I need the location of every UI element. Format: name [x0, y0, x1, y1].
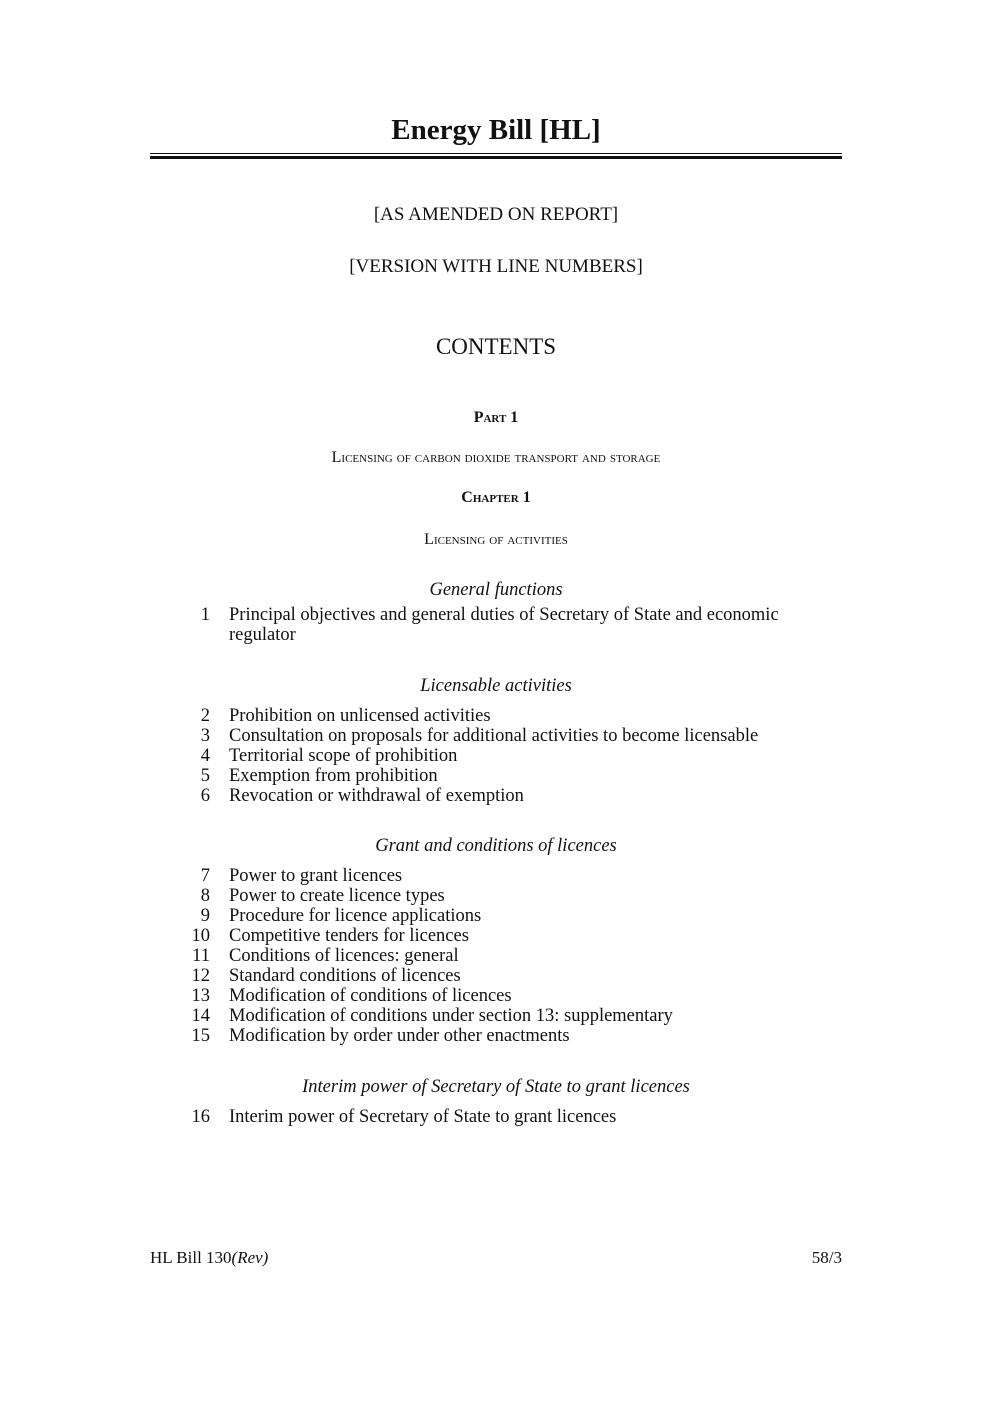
- entry-number: 16: [191, 1107, 210, 1127]
- entry-number: 3: [200, 726, 210, 746]
- entry-number: 15: [191, 1026, 210, 1046]
- entry-title: Modification of conditions under section 13: supplementary: [229, 1006, 673, 1026]
- entry-number: 7: [200, 866, 210, 886]
- title-rule-thin: [150, 153, 842, 154]
- entry-title: Revocation or withdrawal of exemption: [229, 786, 524, 806]
- entry-title: Consultation on proposals for additional activities to become licensable: [229, 726, 759, 746]
- entry-number: 1: [200, 605, 210, 625]
- chapter-title: Licensing of activities: [424, 531, 568, 548]
- entry-number: 12: [191, 966, 210, 986]
- entry-number: 4: [200, 746, 210, 766]
- entry-number: 2: [200, 706, 210, 726]
- entry-title: Territorial scope of prohibition: [229, 746, 458, 766]
- entry-title: Conditions of licences: general: [229, 946, 459, 966]
- entry-title: Power to create licence types: [229, 886, 445, 906]
- entry-title: Prohibition on unlicensed activities: [229, 706, 491, 726]
- entry-number: 9: [200, 906, 210, 926]
- entry-title: Procedure for licence applications: [229, 906, 482, 926]
- entry-number: 8: [200, 886, 210, 906]
- section-heading: General functions: [429, 580, 563, 600]
- amendment-status: [AS AMENDED ON REPORT]: [373, 204, 619, 225]
- entry-number: 5: [200, 766, 210, 786]
- bill-reference: [150, 1248, 268, 1268]
- version-note: [VERSION WITH LINE NUMBERS]: [349, 256, 643, 277]
- entry-title: Exemption from prohibition: [229, 766, 438, 786]
- chapter-label: Chapter 1: [461, 489, 531, 506]
- bill-number: HL Bill 130: [150, 1248, 232, 1267]
- entry-number: 14: [191, 1006, 210, 1026]
- entry-number: 11: [192, 946, 210, 966]
- bill-revision: (Rev): [231, 1248, 269, 1267]
- page-reference: 58/3: [811, 1248, 842, 1267]
- entry-title: Standard conditions of licences: [229, 966, 461, 986]
- part-title: Licensing of carbon dioxide transport and storage: [331, 449, 661, 466]
- entry-number: 6: [200, 786, 210, 806]
- section-heading: Grant and conditions of licences: [375, 836, 617, 856]
- section-heading: Licensable activities: [420, 676, 572, 696]
- entry-title: Power to grant licences: [229, 866, 403, 886]
- contents-heading: CONTENTS: [435, 334, 557, 359]
- part-label: Part 1: [473, 409, 519, 426]
- entry-title: Interim power of Secretary of State to grant licences: [229, 1107, 617, 1127]
- entry-number: 10: [191, 926, 210, 946]
- entry-title: Modification by order under other enactments: [229, 1026, 570, 1046]
- entry-title: Competitive tenders for licences: [229, 926, 469, 946]
- entry-title: Modification of conditions of licences: [229, 986, 512, 1006]
- document-title: Energy Bill [HL]: [391, 114, 601, 146]
- entry-number: 13: [191, 986, 210, 1006]
- entry-title: Principal objectives and general duties of Secretary of State and economic regulator: [229, 605, 779, 645]
- section-heading: Interim power of Secretary of State to grant licences: [302, 1077, 690, 1097]
- title-rule-thick: [150, 156, 842, 159]
